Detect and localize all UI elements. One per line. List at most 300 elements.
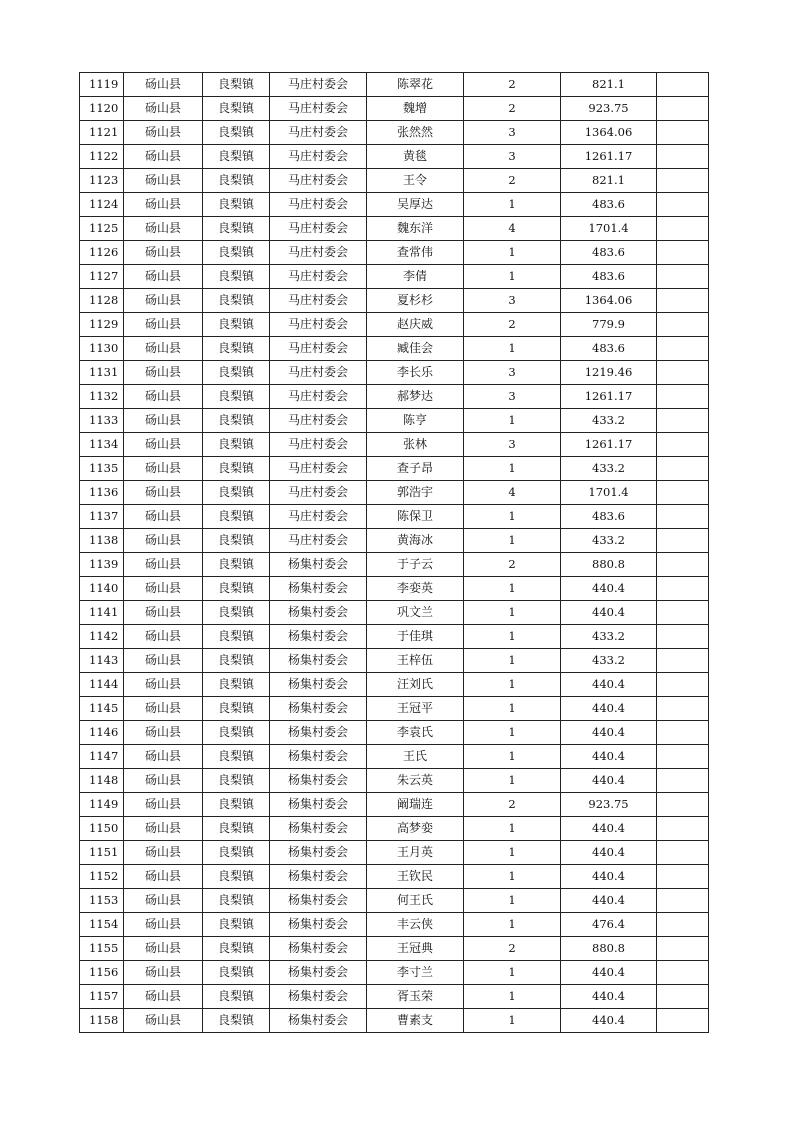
village-cell: 杨集村委会 — [270, 553, 367, 577]
town-cell: 良梨镇 — [203, 433, 270, 457]
county-cell: 砀山县 — [124, 1009, 203, 1033]
village-cell: 杨集村委会 — [270, 769, 367, 793]
row-number: 1125 — [80, 217, 124, 241]
name-cell: 于子云 — [367, 553, 464, 577]
town-cell: 良梨镇 — [203, 457, 270, 481]
name-cell: 魏增 — [367, 97, 464, 121]
village-cell: 马庄村委会 — [270, 145, 367, 169]
remark-cell — [657, 505, 709, 529]
household-size-cell: 1 — [464, 577, 561, 601]
county-cell: 砀山县 — [124, 529, 203, 553]
county-cell: 砀山县 — [124, 241, 203, 265]
remark-cell — [657, 265, 709, 289]
remark-cell — [657, 529, 709, 553]
village-cell: 杨集村委会 — [270, 817, 367, 841]
remark-cell — [657, 961, 709, 985]
name-cell: 陈翠花 — [367, 73, 464, 97]
name-cell: 郝梦达 — [367, 385, 464, 409]
household-size-cell: 4 — [464, 481, 561, 505]
amount-cell: 923.75 — [561, 793, 657, 817]
household-size-cell: 1 — [464, 865, 561, 889]
remark-cell — [657, 337, 709, 361]
table-row — [80, 193, 709, 217]
village-cell: 马庄村委会 — [270, 481, 367, 505]
table-row — [80, 289, 709, 313]
village-cell: 马庄村委会 — [270, 193, 367, 217]
row-number: 1126 — [80, 241, 124, 265]
amount-cell: 1261.17 — [561, 145, 657, 169]
household-size-cell: 3 — [464, 361, 561, 385]
row-number: 1135 — [80, 457, 124, 481]
county-cell: 砀山县 — [124, 73, 203, 97]
remark-cell — [657, 649, 709, 673]
name-cell: 王氏 — [367, 745, 464, 769]
town-cell: 良梨镇 — [203, 673, 270, 697]
name-cell: 王令 — [367, 169, 464, 193]
row-number: 1152 — [80, 865, 124, 889]
village-cell: 杨集村委会 — [270, 961, 367, 985]
row-number: 1129 — [80, 313, 124, 337]
village-cell: 马庄村委会 — [270, 457, 367, 481]
amount-cell: 440.4 — [561, 577, 657, 601]
remark-cell — [657, 313, 709, 337]
household-size-cell: 1 — [464, 697, 561, 721]
town-cell: 良梨镇 — [203, 649, 270, 673]
row-number: 1137 — [80, 505, 124, 529]
town-cell: 良梨镇 — [203, 769, 270, 793]
row-number: 1153 — [80, 889, 124, 913]
row-number: 1134 — [80, 433, 124, 457]
household-size-cell: 3 — [464, 385, 561, 409]
household-size-cell: 2 — [464, 169, 561, 193]
household-size-cell: 1 — [464, 721, 561, 745]
remark-cell — [657, 913, 709, 937]
row-number: 1158 — [80, 1009, 124, 1033]
remark-cell — [657, 121, 709, 145]
county-cell: 砀山县 — [124, 313, 203, 337]
amount-cell: 433.2 — [561, 625, 657, 649]
county-cell: 砀山县 — [124, 745, 203, 769]
name-cell: 胥玉荣 — [367, 985, 464, 1009]
village-cell: 杨集村委会 — [270, 697, 367, 721]
remark-cell — [657, 985, 709, 1009]
row-number: 1124 — [80, 193, 124, 217]
table-row — [80, 937, 709, 961]
town-cell: 良梨镇 — [203, 577, 270, 601]
town-cell: 良梨镇 — [203, 145, 270, 169]
town-cell: 良梨镇 — [203, 937, 270, 961]
amount-cell: 1261.17 — [561, 385, 657, 409]
amount-cell: 880.8 — [561, 553, 657, 577]
table-row — [80, 97, 709, 121]
table-row — [80, 553, 709, 577]
county-cell: 砀山县 — [124, 841, 203, 865]
county-cell: 砀山县 — [124, 577, 203, 601]
amount-cell: 440.4 — [561, 841, 657, 865]
town-cell: 良梨镇 — [203, 793, 270, 817]
name-cell: 黄海冰 — [367, 529, 464, 553]
remark-cell — [657, 817, 709, 841]
amount-cell: 1261.17 — [561, 433, 657, 457]
village-cell: 马庄村委会 — [270, 217, 367, 241]
household-size-cell: 4 — [464, 217, 561, 241]
row-number: 1132 — [80, 385, 124, 409]
row-number: 1131 — [80, 361, 124, 385]
row-number: 1122 — [80, 145, 124, 169]
town-cell: 良梨镇 — [203, 625, 270, 649]
household-size-cell: 1 — [464, 601, 561, 625]
household-size-cell: 1 — [464, 241, 561, 265]
remark-cell — [657, 1009, 709, 1033]
county-cell: 砀山县 — [124, 817, 203, 841]
county-cell: 砀山县 — [124, 385, 203, 409]
row-number: 1133 — [80, 409, 124, 433]
row-number: 1140 — [80, 577, 124, 601]
table-row — [80, 457, 709, 481]
amount-cell: 440.4 — [561, 721, 657, 745]
remark-cell — [657, 481, 709, 505]
amount-cell: 433.2 — [561, 529, 657, 553]
county-cell: 砀山县 — [124, 889, 203, 913]
row-number: 1128 — [80, 289, 124, 313]
county-cell: 砀山县 — [124, 721, 203, 745]
village-cell: 杨集村委会 — [270, 625, 367, 649]
household-size-cell: 2 — [464, 553, 561, 577]
table-row — [80, 265, 709, 289]
household-size-cell: 1 — [464, 193, 561, 217]
remark-cell — [657, 697, 709, 721]
name-cell: 汪刘氏 — [367, 673, 464, 697]
household-size-cell: 1 — [464, 769, 561, 793]
name-cell: 王月英 — [367, 841, 464, 865]
amount-cell: 483.6 — [561, 241, 657, 265]
row-number: 1139 — [80, 553, 124, 577]
amount-cell: 1701.4 — [561, 481, 657, 505]
town-cell: 良梨镇 — [203, 865, 270, 889]
row-number: 1121 — [80, 121, 124, 145]
village-cell: 马庄村委会 — [270, 265, 367, 289]
name-cell: 吴厚达 — [367, 193, 464, 217]
county-cell: 砀山县 — [124, 625, 203, 649]
table-row — [80, 769, 709, 793]
village-cell: 杨集村委会 — [270, 577, 367, 601]
amount-cell: 1219.46 — [561, 361, 657, 385]
row-number: 1155 — [80, 937, 124, 961]
table-row — [80, 121, 709, 145]
amount-cell: 923.75 — [561, 97, 657, 121]
table-row — [80, 409, 709, 433]
county-cell: 砀山县 — [124, 169, 203, 193]
town-cell: 良梨镇 — [203, 505, 270, 529]
name-cell: 丰云侠 — [367, 913, 464, 937]
village-cell: 马庄村委会 — [270, 529, 367, 553]
name-cell: 朱云英 — [367, 769, 464, 793]
town-cell: 良梨镇 — [203, 481, 270, 505]
town-cell: 良梨镇 — [203, 721, 270, 745]
household-size-cell: 2 — [464, 73, 561, 97]
amount-cell: 440.4 — [561, 769, 657, 793]
county-cell: 砀山县 — [124, 457, 203, 481]
amount-cell: 440.4 — [561, 601, 657, 625]
name-cell: 何王氏 — [367, 889, 464, 913]
row-number: 1127 — [80, 265, 124, 289]
county-cell: 砀山县 — [124, 505, 203, 529]
table-row — [80, 313, 709, 337]
county-cell: 砀山县 — [124, 673, 203, 697]
town-cell: 良梨镇 — [203, 169, 270, 193]
town-cell: 良梨镇 — [203, 121, 270, 145]
table-row — [80, 169, 709, 193]
town-cell: 良梨镇 — [203, 913, 270, 937]
name-cell: 李寸兰 — [367, 961, 464, 985]
village-cell: 杨集村委会 — [270, 673, 367, 697]
town-cell: 良梨镇 — [203, 385, 270, 409]
name-cell: 张然然 — [367, 121, 464, 145]
remark-cell — [657, 97, 709, 121]
village-cell: 马庄村委会 — [270, 313, 367, 337]
amount-cell: 1364.06 — [561, 289, 657, 313]
household-size-cell: 1 — [464, 409, 561, 433]
amount-cell: 433.2 — [561, 457, 657, 481]
amount-cell: 433.2 — [561, 409, 657, 433]
table-row — [80, 841, 709, 865]
amount-cell: 440.4 — [561, 745, 657, 769]
household-size-cell: 1 — [464, 913, 561, 937]
row-number: 1144 — [80, 673, 124, 697]
remark-cell — [657, 217, 709, 241]
row-number: 1157 — [80, 985, 124, 1009]
village-cell: 杨集村委会 — [270, 865, 367, 889]
remark-cell — [657, 721, 709, 745]
county-cell: 砀山县 — [124, 265, 203, 289]
town-cell: 良梨镇 — [203, 745, 270, 769]
table-row — [80, 913, 709, 937]
town-cell: 良梨镇 — [203, 961, 270, 985]
county-cell: 砀山县 — [124, 121, 203, 145]
name-cell: 陈亨 — [367, 409, 464, 433]
town-cell: 良梨镇 — [203, 265, 270, 289]
village-cell: 杨集村委会 — [270, 985, 367, 1009]
remark-cell — [657, 169, 709, 193]
row-number: 1142 — [80, 625, 124, 649]
county-cell: 砀山县 — [124, 217, 203, 241]
town-cell: 良梨镇 — [203, 97, 270, 121]
remark-cell — [657, 625, 709, 649]
name-cell: 陈保卫 — [367, 505, 464, 529]
household-size-cell: 1 — [464, 625, 561, 649]
town-cell: 良梨镇 — [203, 193, 270, 217]
remark-cell — [657, 385, 709, 409]
table-body — [80, 73, 709, 1033]
household-size-cell: 1 — [464, 505, 561, 529]
row-number: 1149 — [80, 793, 124, 817]
household-size-cell: 1 — [464, 1009, 561, 1033]
town-cell: 良梨镇 — [203, 529, 270, 553]
remark-cell — [657, 193, 709, 217]
household-size-cell: 2 — [464, 97, 561, 121]
village-cell: 马庄村委会 — [270, 505, 367, 529]
table-row — [80, 433, 709, 457]
town-cell: 良梨镇 — [203, 313, 270, 337]
village-cell: 杨集村委会 — [270, 745, 367, 769]
remark-cell — [657, 457, 709, 481]
county-cell: 砀山县 — [124, 361, 203, 385]
row-number: 1145 — [80, 697, 124, 721]
county-cell: 砀山县 — [124, 481, 203, 505]
county-cell: 砀山县 — [124, 601, 203, 625]
village-cell: 杨集村委会 — [270, 793, 367, 817]
remark-cell — [657, 409, 709, 433]
name-cell: 夏杉杉 — [367, 289, 464, 313]
village-cell: 马庄村委会 — [270, 289, 367, 313]
remark-cell — [657, 145, 709, 169]
village-cell: 杨集村委会 — [270, 601, 367, 625]
row-number: 1148 — [80, 769, 124, 793]
table-row — [80, 697, 709, 721]
village-cell: 杨集村委会 — [270, 913, 367, 937]
amount-cell: 483.6 — [561, 337, 657, 361]
remark-cell — [657, 841, 709, 865]
village-cell: 马庄村委会 — [270, 385, 367, 409]
amount-cell: 779.9 — [561, 313, 657, 337]
row-number: 1146 — [80, 721, 124, 745]
household-size-cell: 2 — [464, 937, 561, 961]
town-cell: 良梨镇 — [203, 985, 270, 1009]
household-size-cell: 1 — [464, 457, 561, 481]
remark-cell — [657, 361, 709, 385]
row-number: 1154 — [80, 913, 124, 937]
name-cell: 阚瑞连 — [367, 793, 464, 817]
household-size-cell: 3 — [464, 433, 561, 457]
name-cell: 于佳琪 — [367, 625, 464, 649]
table-row — [80, 217, 709, 241]
remark-cell — [657, 769, 709, 793]
row-number: 1143 — [80, 649, 124, 673]
county-cell: 砀山县 — [124, 961, 203, 985]
table-row — [80, 889, 709, 913]
county-cell: 砀山县 — [124, 193, 203, 217]
table-row — [80, 961, 709, 985]
name-cell: 王冠平 — [367, 697, 464, 721]
county-cell: 砀山县 — [124, 433, 203, 457]
name-cell: 李倩 — [367, 265, 464, 289]
amount-cell: 1364.06 — [561, 121, 657, 145]
remark-cell — [657, 793, 709, 817]
remark-cell — [657, 745, 709, 769]
county-cell: 砀山县 — [124, 97, 203, 121]
row-number: 1120 — [80, 97, 124, 121]
town-cell: 良梨镇 — [203, 553, 270, 577]
amount-cell: 440.4 — [561, 817, 657, 841]
village-cell: 马庄村委会 — [270, 97, 367, 121]
town-cell: 良梨镇 — [203, 73, 270, 97]
name-cell: 魏东洋 — [367, 217, 464, 241]
row-number: 1150 — [80, 817, 124, 841]
amount-cell: 483.6 — [561, 505, 657, 529]
amount-cell: 476.4 — [561, 913, 657, 937]
amount-cell: 433.2 — [561, 649, 657, 673]
household-size-cell: 1 — [464, 265, 561, 289]
county-cell: 砀山县 — [124, 145, 203, 169]
table-row — [80, 625, 709, 649]
table-row — [80, 601, 709, 625]
county-cell: 砀山县 — [124, 289, 203, 313]
row-number: 1136 — [80, 481, 124, 505]
name-cell: 赵庆威 — [367, 313, 464, 337]
table-row — [80, 505, 709, 529]
county-cell: 砀山县 — [124, 337, 203, 361]
household-size-cell: 3 — [464, 121, 561, 145]
household-size-cell: 3 — [464, 145, 561, 169]
county-cell: 砀山县 — [124, 937, 203, 961]
row-number: 1156 — [80, 961, 124, 985]
remark-cell — [657, 289, 709, 313]
amount-cell: 440.4 — [561, 961, 657, 985]
row-number: 1141 — [80, 601, 124, 625]
table-row — [80, 793, 709, 817]
county-cell: 砀山县 — [124, 697, 203, 721]
table-row — [80, 481, 709, 505]
name-cell: 查常伟 — [367, 241, 464, 265]
village-cell: 马庄村委会 — [270, 241, 367, 265]
town-cell: 良梨镇 — [203, 817, 270, 841]
amount-cell: 440.4 — [561, 1009, 657, 1033]
household-size-cell: 3 — [464, 289, 561, 313]
remark-cell — [657, 241, 709, 265]
table-row — [80, 721, 709, 745]
remark-cell — [657, 433, 709, 457]
name-cell: 李袁氏 — [367, 721, 464, 745]
table-row — [80, 145, 709, 169]
table-row — [80, 577, 709, 601]
town-cell: 良梨镇 — [203, 889, 270, 913]
household-size-cell: 2 — [464, 793, 561, 817]
village-cell: 马庄村委会 — [270, 121, 367, 145]
remark-cell — [657, 553, 709, 577]
county-cell: 砀山县 — [124, 769, 203, 793]
village-cell: 杨集村委会 — [270, 889, 367, 913]
amount-cell: 821.1 — [561, 169, 657, 193]
town-cell: 良梨镇 — [203, 601, 270, 625]
town-cell: 良梨镇 — [203, 289, 270, 313]
table-row — [80, 649, 709, 673]
village-cell: 马庄村委会 — [270, 73, 367, 97]
remark-cell — [657, 865, 709, 889]
village-cell: 马庄村委会 — [270, 433, 367, 457]
village-cell: 杨集村委会 — [270, 721, 367, 745]
town-cell: 良梨镇 — [203, 1009, 270, 1033]
county-cell: 砀山县 — [124, 985, 203, 1009]
name-cell: 曹素支 — [367, 1009, 464, 1033]
amount-cell: 880.8 — [561, 937, 657, 961]
village-cell: 马庄村委会 — [270, 361, 367, 385]
table-row — [80, 529, 709, 553]
amount-cell: 440.4 — [561, 673, 657, 697]
name-cell: 郭浩宇 — [367, 481, 464, 505]
row-number: 1151 — [80, 841, 124, 865]
name-cell: 李娈英 — [367, 577, 464, 601]
row-number: 1123 — [80, 169, 124, 193]
table-row — [80, 361, 709, 385]
row-number: 1138 — [80, 529, 124, 553]
remark-cell — [657, 601, 709, 625]
county-cell: 砀山县 — [124, 553, 203, 577]
table-row — [80, 1009, 709, 1033]
table-row — [80, 745, 709, 769]
household-size-cell: 1 — [464, 841, 561, 865]
name-cell: 王钦民 — [367, 865, 464, 889]
village-cell: 马庄村委会 — [270, 409, 367, 433]
